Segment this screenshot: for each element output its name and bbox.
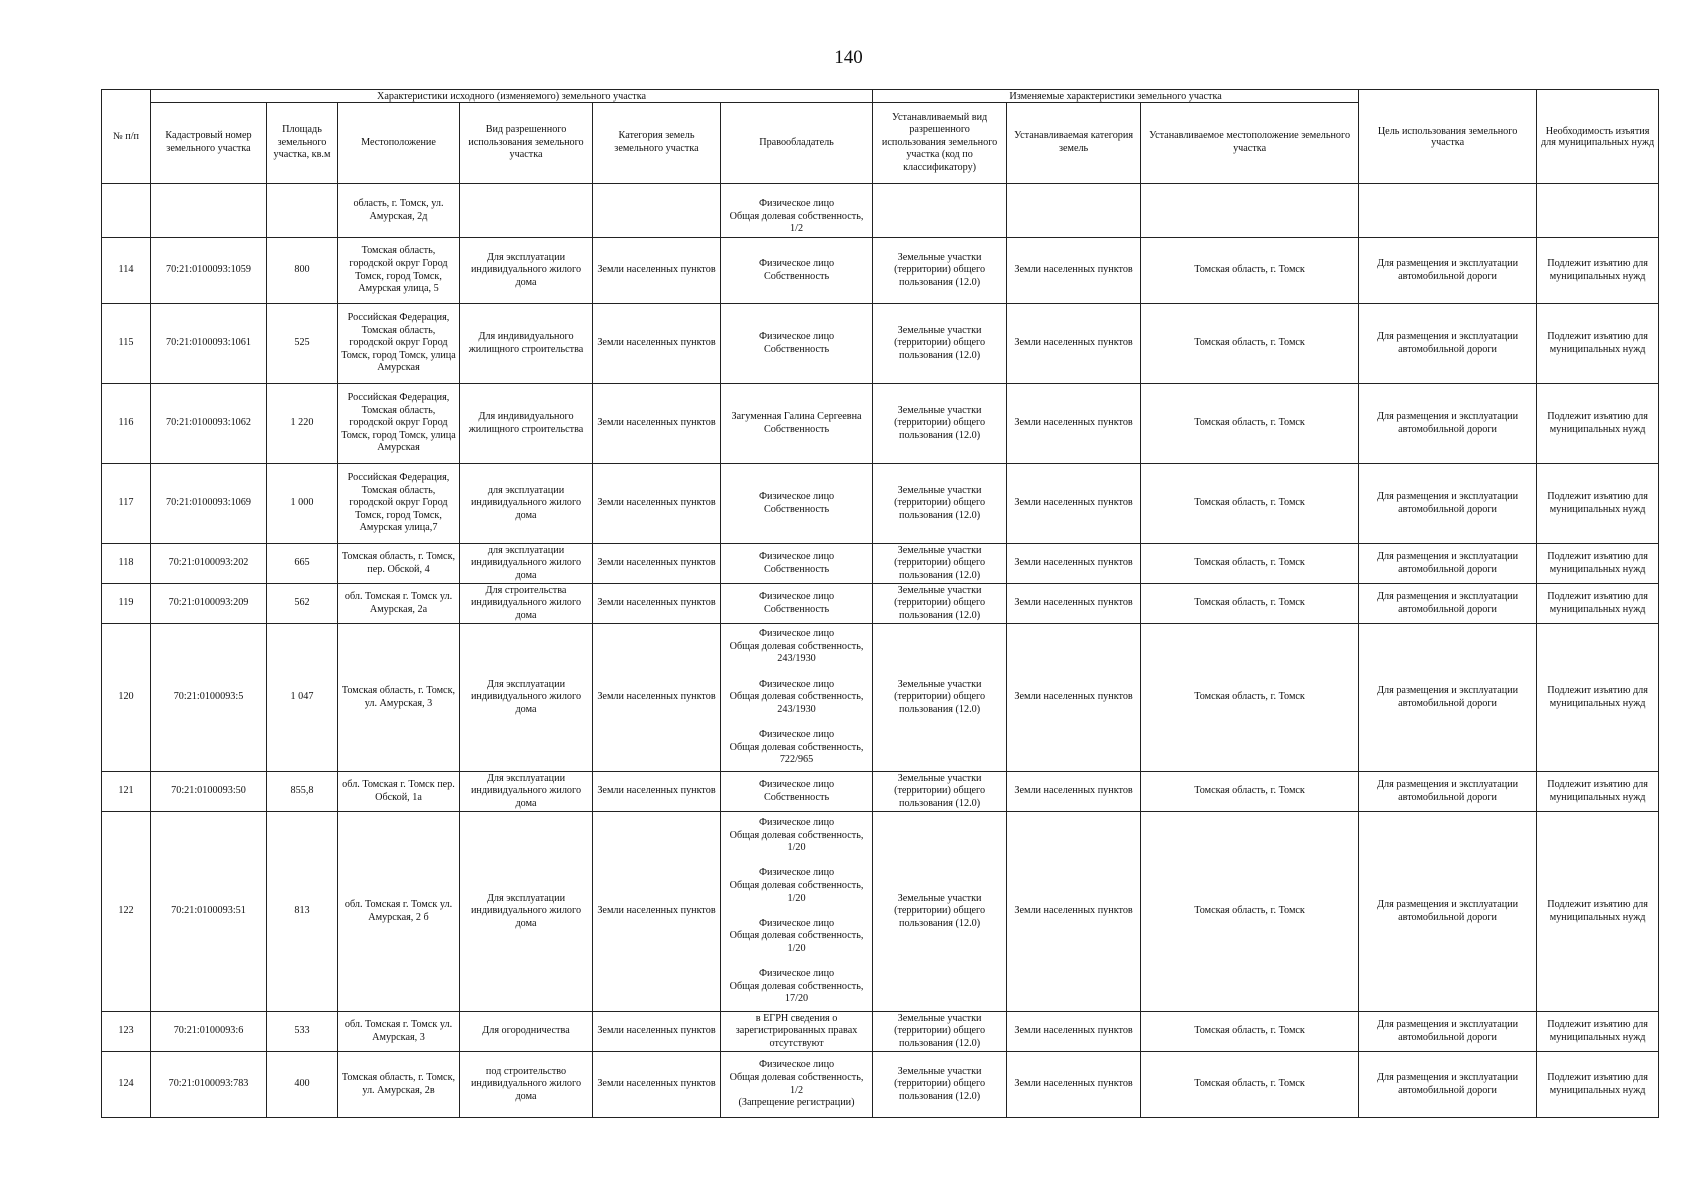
seizure-necessity-cell: Подлежит изъятию для муниципальных нужд	[1537, 812, 1659, 1012]
table-row	[102, 1052, 1659, 1118]
plot-area-cell: 1 220	[267, 384, 338, 464]
cadastral-number-cell: 70:21:0100093:209	[151, 584, 267, 624]
owner-cell: Физическое лицо Общая долевая собственность, 243/1930 Физическое лицо Общая долевая собственность, 243/1930 Физическое лицо Общая долевая собственность, 722/965	[721, 624, 873, 772]
seizure-necessity-cell: Подлежит изъятию для муниципальных нужд	[1537, 238, 1659, 304]
table-row	[102, 464, 1659, 544]
usage-purpose-cell: Для размещения и эксплуатации автомобильной дороги	[1359, 812, 1537, 1012]
new-land-category-cell: Земли населенных пунктов	[1007, 464, 1141, 544]
new-permitted-use-cell: Земельные участки (территории) общего пользования (12.0)	[873, 238, 1007, 304]
column-header: Необходимость изъятия для муниципальных нужд	[1537, 90, 1659, 184]
new-permitted-use-cell: Земельные участки (территории) общего пользования (12.0)	[873, 464, 1007, 544]
new-permitted-use-cell: Земельные участки (территории) общего пользования (12.0)	[873, 1012, 1007, 1052]
land-category-cell: Земли населенных пунктов	[593, 304, 721, 384]
new-land-category-cell	[1007, 184, 1141, 238]
plot-area-cell: 525	[267, 304, 338, 384]
location-cell: обл. Томская г. Томск ул. Амурская, 2а	[338, 584, 460, 624]
location-cell: Томская область, г. Томск, пер. Обской, 4	[338, 544, 460, 584]
permitted-use-cell	[460, 184, 593, 238]
new-location-cell: Томская область, г. Томск	[1141, 812, 1359, 1012]
group-header-source: Характеристики исходного (изменяемого) земельного участка	[151, 90, 873, 103]
cadastral-number-cell: 70:21:0100093:1059	[151, 238, 267, 304]
new-land-category-cell: Земли населенных пунктов	[1007, 584, 1141, 624]
plot-area-cell: 562	[267, 584, 338, 624]
new-location-cell: Томская область, г. Томск	[1141, 238, 1359, 304]
column-header: Вид разрешенного использования земельного участка	[460, 103, 593, 184]
new-permitted-use-cell: Земельные участки (территории) общего пользования (12.0)	[873, 812, 1007, 1012]
table-row	[102, 1012, 1659, 1052]
usage-purpose-cell: Для размещения и эксплуатации автомобильной дороги	[1359, 304, 1537, 384]
usage-purpose-cell: Для размещения и эксплуатации автомобильной дороги	[1359, 1052, 1537, 1118]
column-header: № п/п	[102, 90, 151, 184]
table-row	[102, 812, 1659, 1012]
new-land-category-cell: Земли населенных пунктов	[1007, 772, 1141, 812]
new-land-category-cell: Земли населенных пунктов	[1007, 812, 1141, 1012]
owner-cell: Физическое лицо Собственность	[721, 464, 873, 544]
column-header: Устанавливаемое местоположение земельного участка	[1141, 103, 1359, 184]
column-header: Площадь земельного участка, кв.м	[267, 103, 338, 184]
land-category-cell: Земли населенных пунктов	[593, 812, 721, 1012]
plot-area-cell: 1 000	[267, 464, 338, 544]
location-cell: Российская Федерация, Томская область, городской округ Город Томск, город Томск, Амурская улица,7	[338, 464, 460, 544]
cadastral-number-cell: 70:21:0100093:50	[151, 772, 267, 812]
cadastral-number-cell: 70:21:0100093:1062	[151, 384, 267, 464]
row-number-cell: 117	[102, 464, 151, 544]
table-row	[102, 304, 1659, 384]
land-plots-table	[101, 89, 1659, 1118]
permitted-use-cell: для эксплуатации индивидуального жилого дома	[460, 464, 593, 544]
owner-cell: Физическое лицо Собственность	[721, 584, 873, 624]
column-header: Цель использования земельного участка	[1359, 90, 1537, 184]
plot-area-cell: 813	[267, 812, 338, 1012]
cadastral-number-cell: 70:21:0100093:1069	[151, 464, 267, 544]
new-location-cell: Томская область, г. Томск	[1141, 772, 1359, 812]
land-category-cell	[593, 184, 721, 238]
cadastral-number-cell: 70:21:0100093:1061	[151, 304, 267, 384]
cadastral-number-cell: 70:21:0100093:202	[151, 544, 267, 584]
owner-cell: Физическое лицо Общая долевая собственность, 1/2 (Запрещение регистрации)	[721, 1052, 873, 1118]
new-location-cell: Томская область, г. Томск	[1141, 584, 1359, 624]
land-category-cell: Земли населенных пунктов	[593, 384, 721, 464]
usage-purpose-cell: Для размещения и эксплуатации автомобильной дороги	[1359, 384, 1537, 464]
owner-cell: Физическое лицо Собственность	[721, 772, 873, 812]
owner-cell: Физическое лицо Общая долевая собственность, 1/20 Физическое лицо Общая долевая собственность, 1/20 Физическое лицо Общая долевая собственность, 1/20 Физическое лицо Общая долевая собственность, 17/20	[721, 812, 873, 1012]
usage-purpose-cell: Для размещения и эксплуатации автомобильной дороги	[1359, 624, 1537, 772]
new-location-cell	[1141, 184, 1359, 238]
seizure-necessity-cell: Подлежит изъятию для муниципальных нужд	[1537, 624, 1659, 772]
land-category-cell: Земли населенных пунктов	[593, 624, 721, 772]
column-header: Правообладатель	[721, 103, 873, 184]
new-land-category-cell: Земли населенных пунктов	[1007, 238, 1141, 304]
new-permitted-use-cell: Земельные участки (территории) общего пользования (12.0)	[873, 304, 1007, 384]
cadastral-number-cell: 70:21:0100093:5	[151, 624, 267, 772]
land-category-cell: Земли населенных пунктов	[593, 1012, 721, 1052]
land-category-cell: Земли населенных пунктов	[593, 544, 721, 584]
new-land-category-cell: Земли населенных пунктов	[1007, 1012, 1141, 1052]
plot-area-cell: 800	[267, 238, 338, 304]
new-permitted-use-cell: Земельные участки (территории) общего пользования (12.0)	[873, 384, 1007, 464]
column-header: Устанавливаемая категория земель	[1007, 103, 1141, 184]
cadastral-number-cell: 70:21:0100093:51	[151, 812, 267, 1012]
row-number-cell: 121	[102, 772, 151, 812]
land-category-cell: Земли населенных пунктов	[593, 584, 721, 624]
column-header: Кадастровый номер земельного участка	[151, 103, 267, 184]
location-cell: обл. Томская г. Томск ул. Амурская, 2 б	[338, 812, 460, 1012]
new-location-cell: Томская область, г. Томск	[1141, 464, 1359, 544]
plot-area-cell: 665	[267, 544, 338, 584]
cadastral-number-cell	[151, 184, 267, 238]
row-number-cell: 115	[102, 304, 151, 384]
seizure-necessity-cell: Подлежит изъятию для муниципальных нужд	[1537, 464, 1659, 544]
permitted-use-cell: под строительство индивидуального жилого дома	[460, 1052, 593, 1118]
row-number-cell: 114	[102, 238, 151, 304]
plot-area-cell: 1 047	[267, 624, 338, 772]
seizure-necessity-cell: Подлежит изъятию для муниципальных нужд	[1537, 1012, 1659, 1052]
column-header: Местоположение	[338, 103, 460, 184]
plot-area-cell: 400	[267, 1052, 338, 1118]
table-row	[102, 544, 1659, 584]
permitted-use-cell: Для эксплуатации индивидуального жилого дома	[460, 812, 593, 1012]
usage-purpose-cell: Для размещения и эксплуатации автомобильной дороги	[1359, 772, 1537, 812]
cadastral-number-cell: 70:21:0100093:6	[151, 1012, 267, 1052]
new-location-cell: Томская область, г. Томск	[1141, 544, 1359, 584]
seizure-necessity-cell: Подлежит изъятию для муниципальных нужд	[1537, 1052, 1659, 1118]
seizure-necessity-cell: Подлежит изъятию для муниципальных нужд	[1537, 384, 1659, 464]
table-row	[102, 238, 1659, 304]
usage-purpose-cell: Для размещения и эксплуатации автомобильной дороги	[1359, 238, 1537, 304]
permitted-use-cell: Для огородничества	[460, 1012, 593, 1052]
row-number-cell	[102, 184, 151, 238]
permitted-use-cell: Для строительства индивидуального жилого дома	[460, 584, 593, 624]
new-land-category-cell: Земли населенных пунктов	[1007, 624, 1141, 772]
table-row	[102, 384, 1659, 464]
row-number-cell: 116	[102, 384, 151, 464]
owner-cell: Загуменная Галина Сергеевна Собственность	[721, 384, 873, 464]
row-number-cell: 118	[102, 544, 151, 584]
owner-cell: в ЕГРН сведения о зарегистрированных правах отсутствуют	[721, 1012, 873, 1052]
new-permitted-use-cell: Земельные участки (территории) общего пользования (12.0)	[873, 1052, 1007, 1118]
owner-cell: Физическое лицо Собственность	[721, 304, 873, 384]
new-land-category-cell: Земли населенных пунктов	[1007, 1052, 1141, 1118]
row-number-cell: 119	[102, 584, 151, 624]
new-land-category-cell: Земли населенных пунктов	[1007, 304, 1141, 384]
new-land-category-cell: Земли населенных пунктов	[1007, 544, 1141, 584]
plot-area-cell: 533	[267, 1012, 338, 1052]
group-header-row	[102, 90, 1659, 103]
new-permitted-use-cell: Земельные участки (территории) общего пользования (12.0)	[873, 772, 1007, 812]
usage-purpose-cell: Для размещения и эксплуатации автомобильной дороги	[1359, 544, 1537, 584]
table-row	[102, 584, 1659, 624]
row-number-cell: 120	[102, 624, 151, 772]
permitted-use-cell: для эксплуатации индивидуального жилого дома	[460, 544, 593, 584]
owner-cell: Физическое лицо Собственность	[721, 238, 873, 304]
permitted-use-cell: Для эксплуатации индивидуального жилого дома	[460, 624, 593, 772]
permitted-use-cell: Для индивидуального жилищного строительства	[460, 384, 593, 464]
table-row	[102, 624, 1659, 772]
location-cell: Российская Федерация, Томская область, городской округ Город Томск, город Томск, улица Амурская	[338, 384, 460, 464]
row-number-cell: 123	[102, 1012, 151, 1052]
location-cell: область, г. Томск, ул. Амурская, 2д	[338, 184, 460, 238]
seizure-necessity-cell: Подлежит изъятию для муниципальных нужд	[1537, 544, 1659, 584]
permitted-use-cell: Для индивидуального жилищного строительства	[460, 304, 593, 384]
land-category-cell: Земли населенных пунктов	[593, 238, 721, 304]
row-number-cell: 122	[102, 812, 151, 1012]
new-permitted-use-cell: Земельные участки (территории) общего пользования (12.0)	[873, 584, 1007, 624]
new-land-category-cell: Земли населенных пунктов	[1007, 384, 1141, 464]
usage-purpose-cell: Для размещения и эксплуатации автомобильной дороги	[1359, 464, 1537, 544]
new-location-cell: Томская область, г. Томск	[1141, 384, 1359, 464]
location-cell: Российская Федерация, Томская область, городской округ Город Томск, город Томск, улица Амурская	[338, 304, 460, 384]
new-location-cell: Томская область, г. Томск	[1141, 304, 1359, 384]
seizure-necessity-cell: Подлежит изъятию для муниципальных нужд	[1537, 772, 1659, 812]
new-location-cell: Томская область, г. Томск	[1141, 1012, 1359, 1052]
permitted-use-cell: Для эксплуатации индивидуального жилого дома	[460, 238, 593, 304]
plot-area-cell: 855,8	[267, 772, 338, 812]
location-cell: Томская область, городской округ Город Томск, город Томск, Амурская улица, 5	[338, 238, 460, 304]
column-header: Устанавливаемый вид разрешенного использования земельного участка (код по классификатору)	[873, 103, 1007, 184]
permitted-use-cell: Для эксплуатации индивидуального жилого дома	[460, 772, 593, 812]
seizure-necessity-cell: Подлежит изъятию для муниципальных нужд	[1537, 304, 1659, 384]
table-row	[102, 772, 1659, 812]
location-cell: Томская область, г. Томск, ул. Амурская, 2в	[338, 1052, 460, 1118]
row-number-cell: 124	[102, 1052, 151, 1118]
owner-cell: Физическое лицо Общая долевая собственность, 1/2	[721, 184, 873, 238]
usage-purpose-cell: Для размещения и эксплуатации автомобильной дороги	[1359, 1012, 1537, 1052]
new-location-cell: Томская область, г. Томск	[1141, 624, 1359, 772]
cadastral-number-cell: 70:21:0100093:783	[151, 1052, 267, 1118]
land-category-cell: Земли населенных пунктов	[593, 464, 721, 544]
column-header: Категория земель земельного участка	[593, 103, 721, 184]
seizure-necessity-cell: Подлежит изъятию для муниципальных нужд	[1537, 584, 1659, 624]
owner-cell: Физическое лицо Собственность	[721, 544, 873, 584]
new-location-cell: Томская область, г. Томск	[1141, 1052, 1359, 1118]
new-permitted-use-cell: Земельные участки (территории) общего пользования (12.0)	[873, 544, 1007, 584]
group-header-changed: Изменяемые характеристики земельного участка	[873, 90, 1359, 103]
usage-purpose-cell: Для размещения и эксплуатации автомобильной дороги	[1359, 584, 1537, 624]
page-number: 140	[834, 47, 863, 68]
location-cell: обл. Томская г. Томск пер. Обской, 1а	[338, 772, 460, 812]
land-category-cell: Земли населенных пунктов	[593, 772, 721, 812]
seizure-necessity-cell	[1537, 184, 1659, 238]
location-cell: обл. Томская г. Томск ул. Амурская, 3	[338, 1012, 460, 1052]
table-row	[102, 184, 1659, 238]
usage-purpose-cell	[1359, 184, 1537, 238]
new-permitted-use-cell: Земельные участки (территории) общего пользования (12.0)	[873, 624, 1007, 772]
location-cell: Томская область, г. Томск, ул. Амурская, 3	[338, 624, 460, 772]
new-permitted-use-cell	[873, 184, 1007, 238]
land-category-cell: Земли населенных пунктов	[593, 1052, 721, 1118]
plot-area-cell	[267, 184, 338, 238]
